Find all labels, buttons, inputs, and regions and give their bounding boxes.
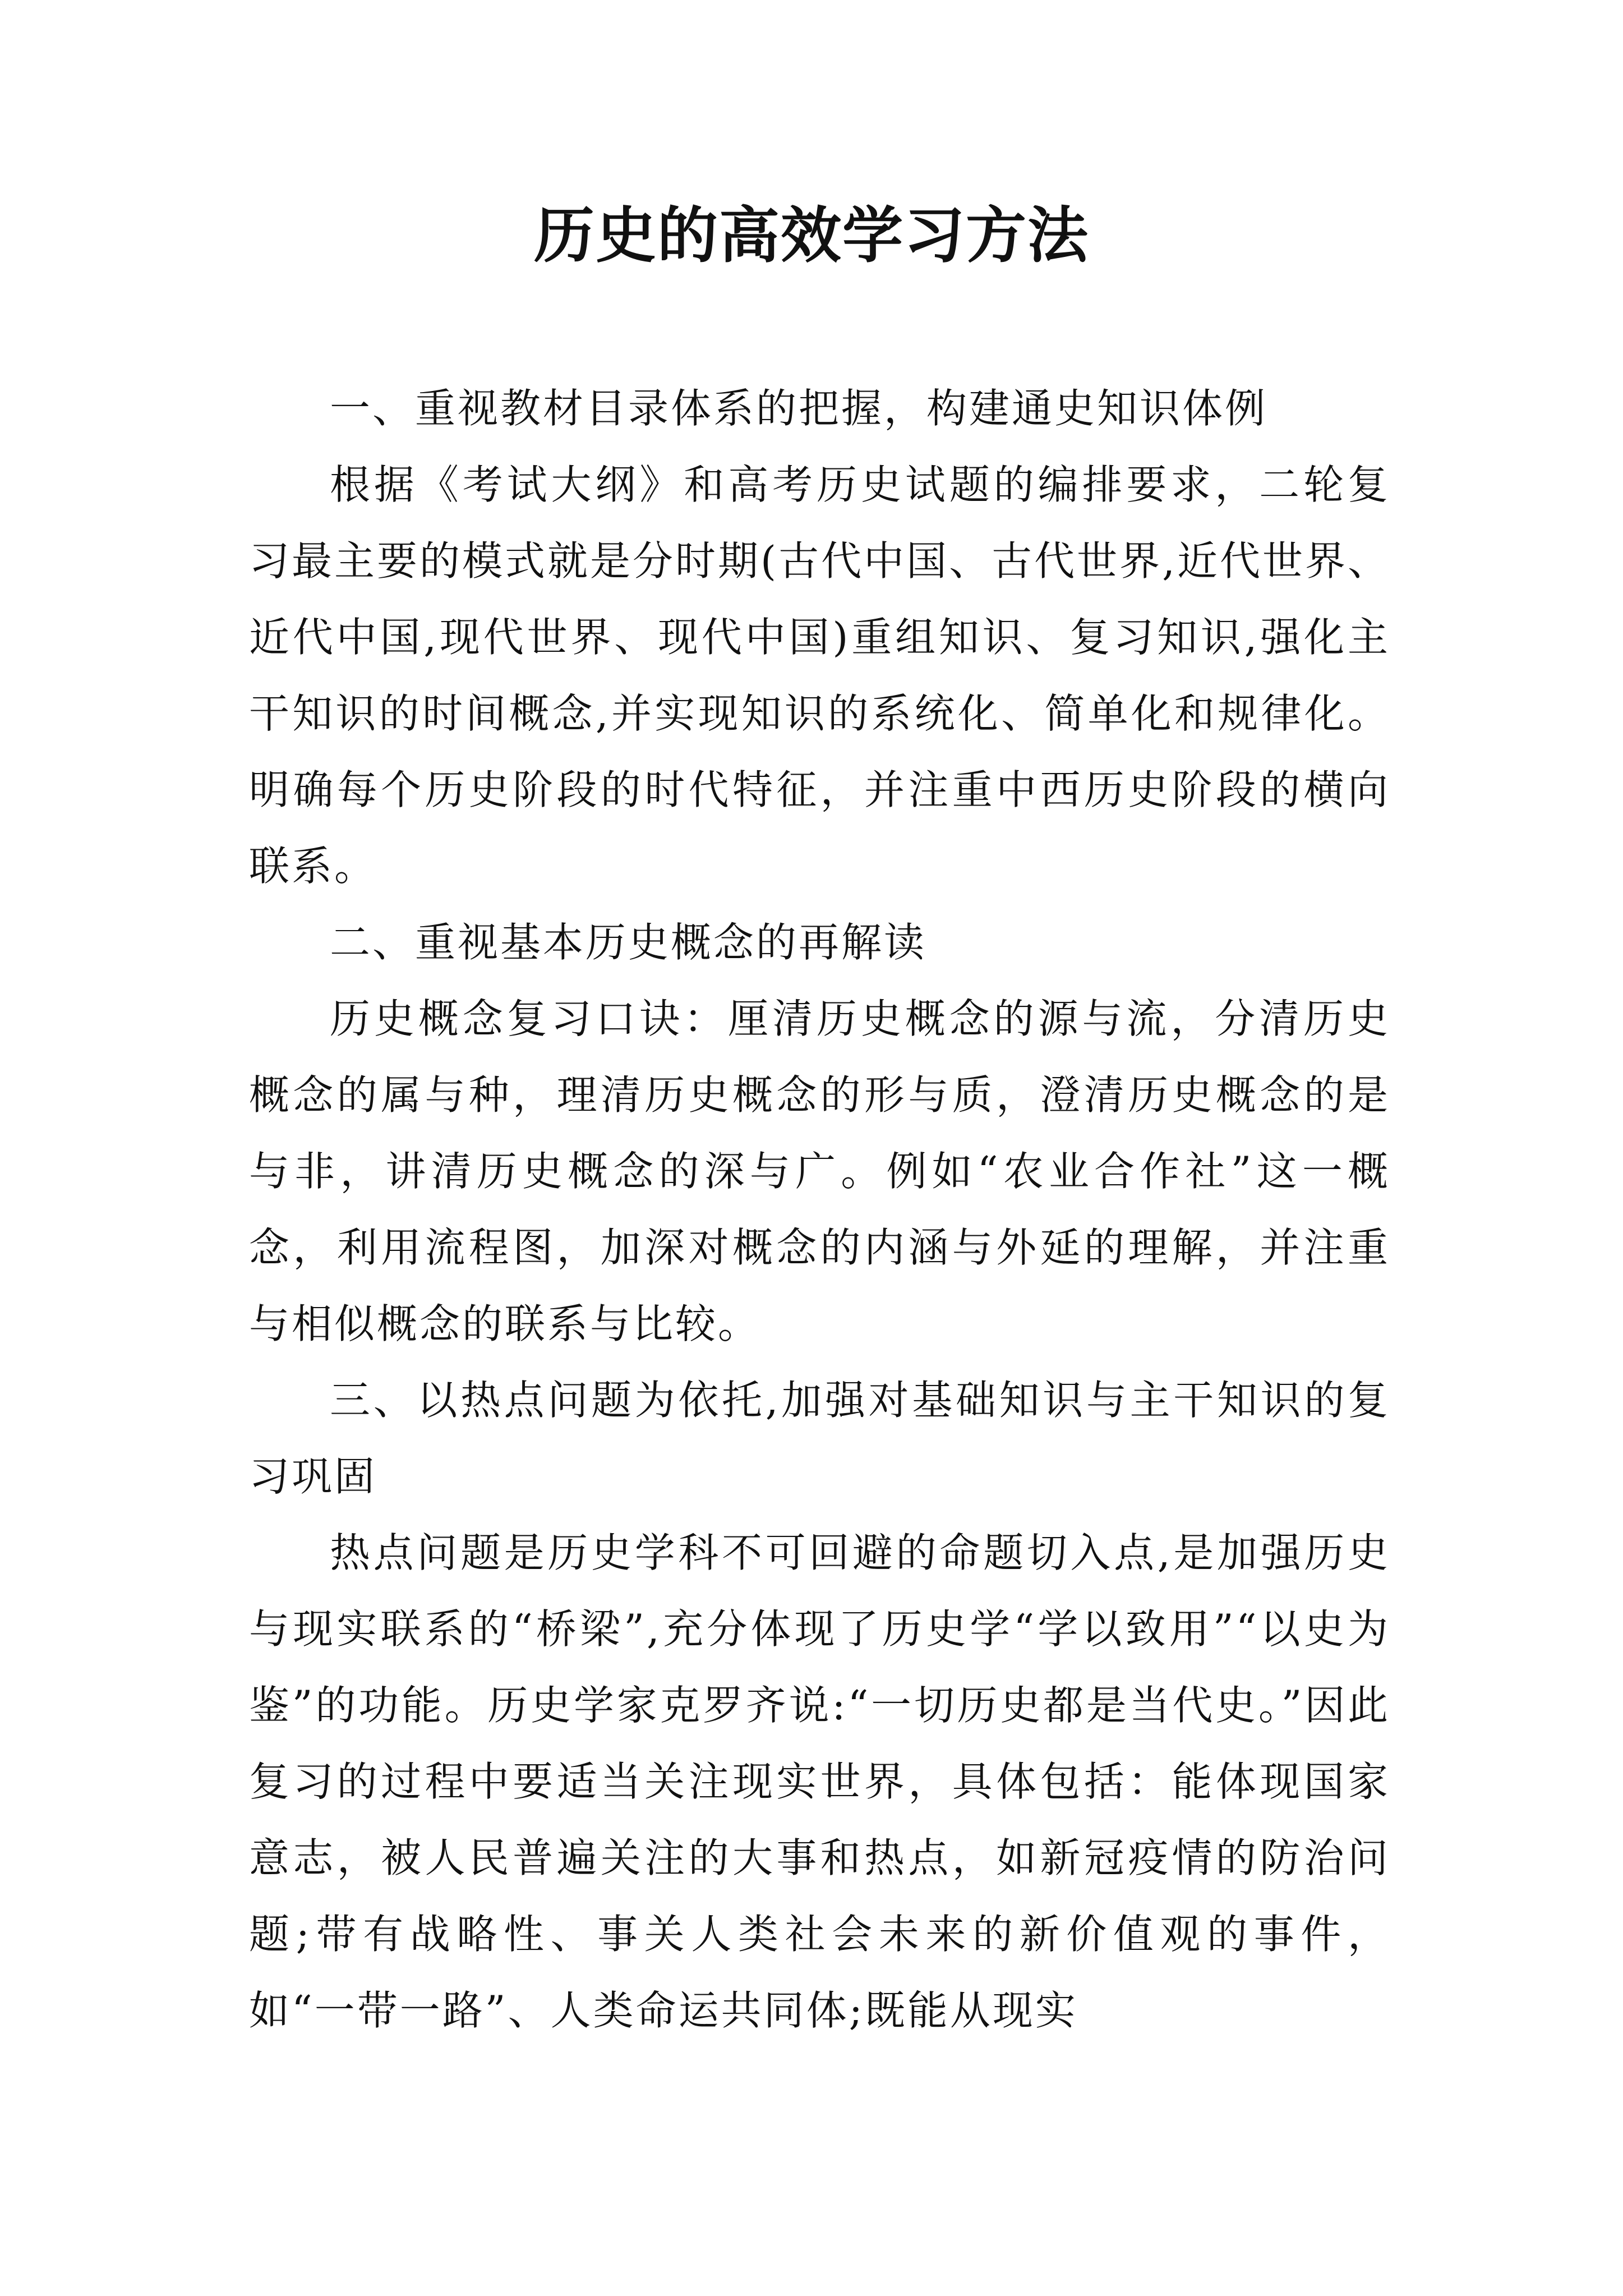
paragraph-3: 热点问题是历史学科不可回避的命题切入点,是加强历史与现实联系的“桥梁”,充分体现了历史学“学以致用”“以史为鉴”的功能。历史学家克罗齐说:“一切历史都是当代史。”因此复习的过程中要适当关注现实世界，具体包括：能体现国家意志，被人民普遍关注的大事和热点，如新冠疫情的防治问题;带有战略性、事关人类社会未来的新价值观的事件，如“一带一路”、人类命运共同体;既能从现实 — [249, 1529, 1390, 2034]
paragraph-2: 历史概念复习口诀：厘清历史概念的源与流，分清历史概念的属与种，理清历史概念的形与质，澄清历史概念的是与非，讲清历史概念的深与广。例如“农业合作社”这一概念，利用流程图，加深对概念的内涵与外延的理解，并注重与相似概念的联系与比较。 — [249, 995, 1390, 1347]
paragraph-1: 根据《考试大纲》和高考历史试题的编排要求，二轮复习最主要的模式就是分时期(古代中国、古代世界,近代世界、近代中国,现代世界、现代中国)重组知识、复习知识,强化主干知识的时间概念,并实现知识的系统化、简单化和规律化。明确每个历史阶段的时代特征，并注重中西历史阶段的横向联系。 — [249, 461, 1390, 890]
section-heading-1: 一、重视教材目录体系的把握，构建通史知识体例 — [330, 385, 1268, 432]
document-body — [249, 370, 1390, 2049]
section-heading-2: 二、重视基本历史概念的再解读 — [330, 919, 927, 966]
document-title: 历史的高效学习方法 — [533, 200, 1089, 271]
section-heading-3: 三、以热点问题为依托,加强对基础知识与主干知识的复习巩固 — [249, 1377, 1390, 1500]
